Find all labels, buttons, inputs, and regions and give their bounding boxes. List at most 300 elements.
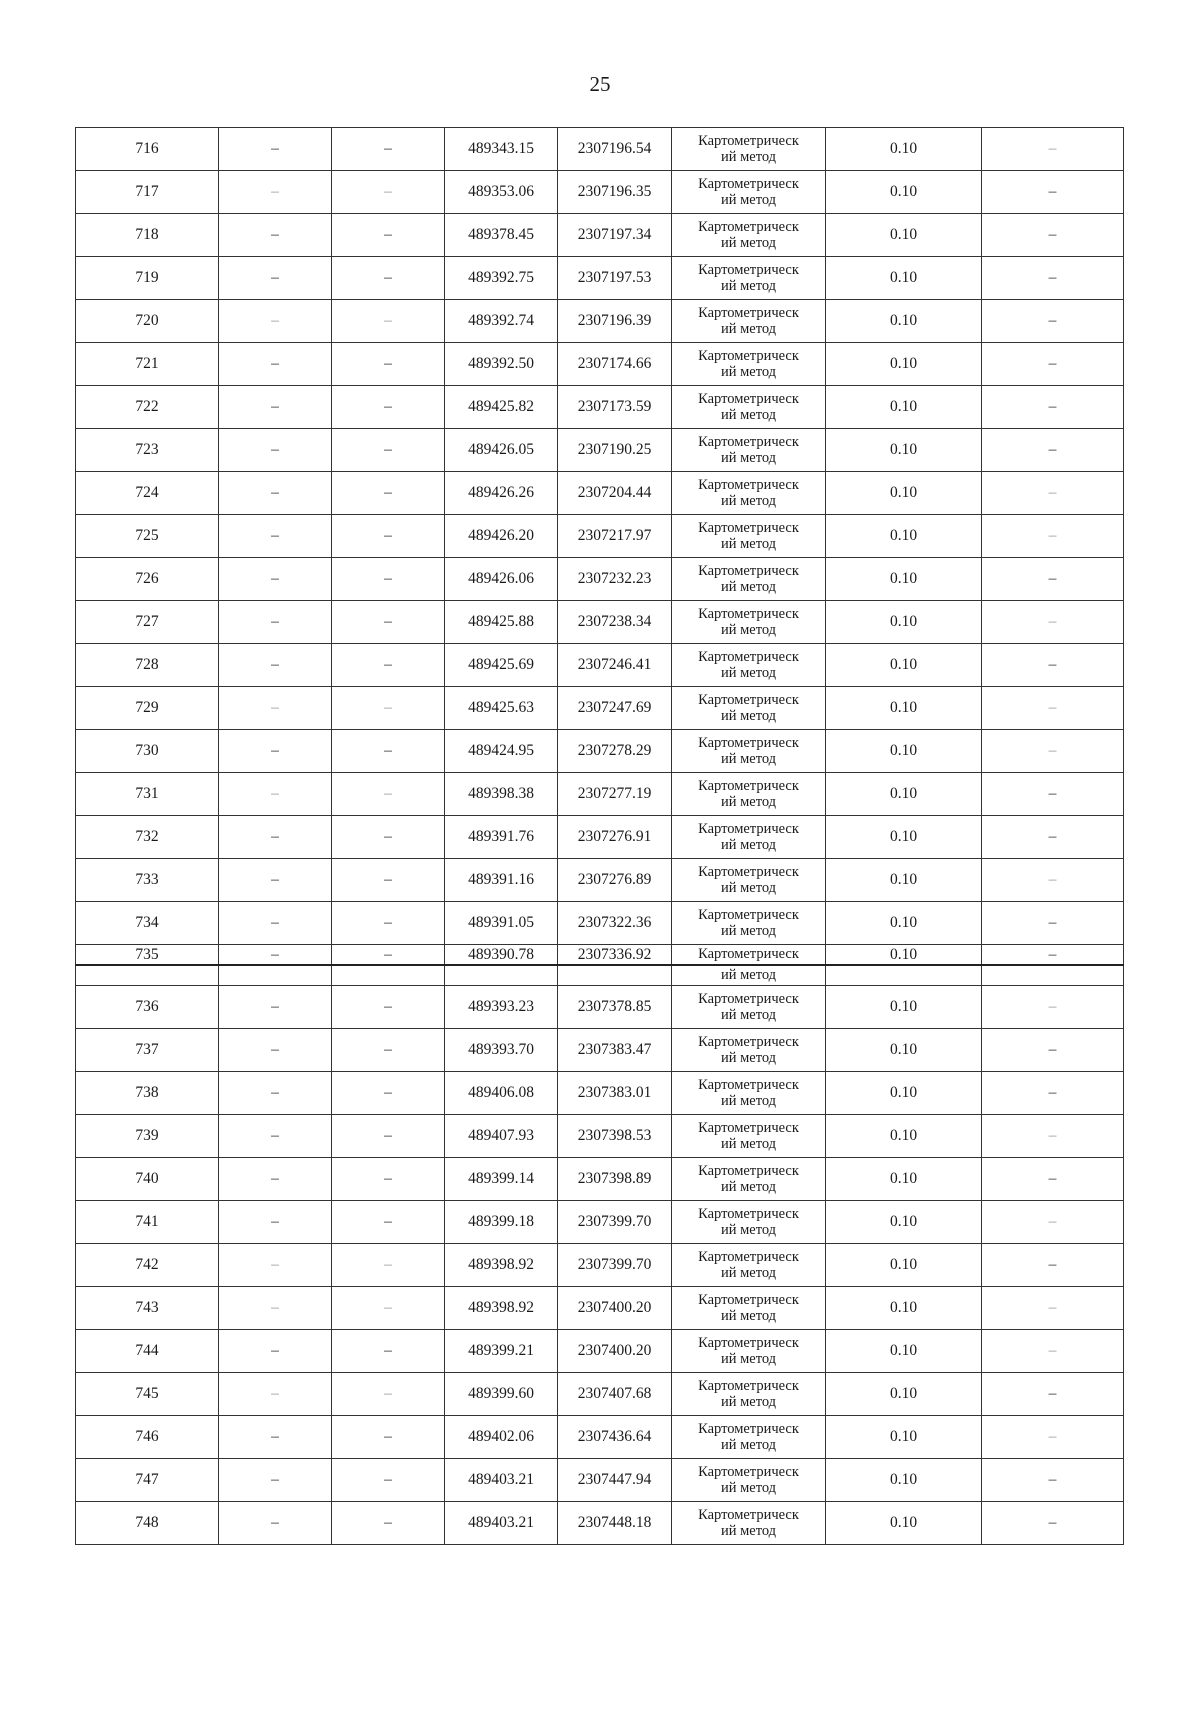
empty-cell bbox=[445, 965, 558, 986]
dash-cell-a: – bbox=[219, 816, 332, 859]
accuracy-cell: 0.10 bbox=[826, 1502, 982, 1545]
table-row bbox=[76, 1201, 1124, 1244]
dash-cell-b: – bbox=[332, 601, 445, 644]
method-line-1: Картометрическ bbox=[698, 1335, 799, 1351]
dash-cell-b: – bbox=[332, 1287, 445, 1330]
dash-cell-b: – bbox=[332, 128, 445, 171]
y-coordinate-cell: 2307196.35 bbox=[558, 171, 672, 214]
x-coordinate-cell: 489403.21 bbox=[445, 1459, 558, 1502]
y-coordinate-cell: 2307246.41 bbox=[558, 644, 672, 687]
dash-cell-b: – bbox=[332, 472, 445, 515]
dash-cell-a: – bbox=[219, 687, 332, 730]
dash-cell-a: – bbox=[219, 1459, 332, 1502]
x-coordinate-cell: 489393.23 bbox=[445, 986, 558, 1029]
method-line-2: ий метод bbox=[720, 1351, 777, 1367]
method-line-2: ий метод bbox=[720, 450, 777, 466]
point-number-cell: 730 bbox=[76, 730, 219, 773]
table-row bbox=[76, 429, 1124, 472]
method-cell bbox=[672, 1330, 826, 1373]
y-coordinate-cell: 2307232.23 bbox=[558, 558, 672, 601]
dash-cell-a: – bbox=[219, 1330, 332, 1373]
method-line-1: Картометрическ bbox=[698, 1206, 799, 1222]
dash-cell-b: – bbox=[332, 171, 445, 214]
y-coordinate-cell: 2307247.69 bbox=[558, 687, 672, 730]
x-coordinate-cell: 489425.88 bbox=[445, 601, 558, 644]
dash-cell-b: – bbox=[332, 1201, 445, 1244]
method-line-1: Картометрическ bbox=[698, 520, 799, 536]
x-coordinate-cell: 489407.93 bbox=[445, 1115, 558, 1158]
table-row bbox=[76, 558, 1124, 601]
method-line-2: ий метод bbox=[720, 407, 777, 423]
dash-cell-b: – bbox=[332, 257, 445, 300]
point-number-cell: 735 bbox=[76, 945, 219, 966]
point-number-cell: 737 bbox=[76, 1029, 219, 1072]
method-cell bbox=[672, 1244, 826, 1287]
y-coordinate-cell: 2307197.53 bbox=[558, 257, 672, 300]
accuracy-cell: 0.10 bbox=[826, 214, 982, 257]
method-line-1: Картометрическ bbox=[698, 606, 799, 622]
x-coordinate-cell: 489378.45 bbox=[445, 214, 558, 257]
accuracy-cell: 0.10 bbox=[826, 773, 982, 816]
empty-cell bbox=[219, 965, 332, 986]
accuracy-cell: 0.10 bbox=[826, 1373, 982, 1416]
table-row bbox=[76, 515, 1124, 558]
accuracy-cell: 0.10 bbox=[826, 300, 982, 343]
dash-cell-last: – bbox=[982, 128, 1124, 171]
x-coordinate-cell: 489399.21 bbox=[445, 1330, 558, 1373]
empty-cell bbox=[982, 965, 1124, 986]
point-number-cell: 742 bbox=[76, 1244, 219, 1287]
coordinates-table-wrapper bbox=[75, 127, 1123, 1545]
accuracy-cell: 0.10 bbox=[826, 343, 982, 386]
table-row bbox=[76, 1502, 1124, 1545]
dash-cell-b: – bbox=[332, 1158, 445, 1201]
dash-cell-b: – bbox=[332, 1029, 445, 1072]
dash-cell-last: – bbox=[982, 945, 1124, 966]
accuracy-cell: 0.10 bbox=[826, 1029, 982, 1072]
dash-cell-last: – bbox=[982, 601, 1124, 644]
y-coordinate-cell: 2307436.64 bbox=[558, 1416, 672, 1459]
table-row bbox=[76, 945, 1124, 966]
method-cell bbox=[672, 429, 826, 472]
dash-cell-a: – bbox=[219, 902, 332, 945]
accuracy-cell: 0.10 bbox=[826, 1072, 982, 1115]
dash-cell-last: – bbox=[982, 1244, 1124, 1287]
dash-cell-a: – bbox=[219, 558, 332, 601]
accuracy-cell: 0.10 bbox=[826, 257, 982, 300]
method-line-1: Картометрическ bbox=[698, 1120, 799, 1136]
dash-cell-a: – bbox=[219, 1502, 332, 1545]
accuracy-cell: 0.10 bbox=[826, 386, 982, 429]
dash-cell-b: – bbox=[332, 859, 445, 902]
y-coordinate-cell: 2307174.66 bbox=[558, 343, 672, 386]
method-line-2: ий метод bbox=[720, 837, 777, 853]
x-coordinate-cell: 489398.38 bbox=[445, 773, 558, 816]
point-number-cell: 748 bbox=[76, 1502, 219, 1545]
table-row bbox=[76, 214, 1124, 257]
point-number-cell: 722 bbox=[76, 386, 219, 429]
point-number-cell: 727 bbox=[76, 601, 219, 644]
y-coordinate-cell: 2307447.94 bbox=[558, 1459, 672, 1502]
x-coordinate-cell: 489425.82 bbox=[445, 386, 558, 429]
point-number-cell: 718 bbox=[76, 214, 219, 257]
method-cell bbox=[672, 1287, 826, 1330]
method-cell bbox=[672, 773, 826, 816]
y-coordinate-cell: 2307399.70 bbox=[558, 1201, 672, 1244]
dash-cell-last: – bbox=[982, 300, 1124, 343]
dash-cell-last: – bbox=[982, 558, 1124, 601]
method-line-1: Картометрическ bbox=[698, 477, 799, 493]
dash-cell-b: – bbox=[332, 687, 445, 730]
method-cell bbox=[672, 472, 826, 515]
y-coordinate-cell: 2307399.70 bbox=[558, 1244, 672, 1287]
table-row bbox=[76, 386, 1124, 429]
method-line-2: ий метод bbox=[720, 1437, 777, 1453]
dash-cell-b: – bbox=[332, 986, 445, 1029]
dash-cell-b: – bbox=[332, 214, 445, 257]
dash-cell-a: – bbox=[219, 472, 332, 515]
accuracy-cell: 0.10 bbox=[826, 687, 982, 730]
dash-cell-a: – bbox=[219, 601, 332, 644]
empty-cell bbox=[826, 965, 982, 986]
y-coordinate-cell: 2307448.18 bbox=[558, 1502, 672, 1545]
accuracy-cell: 0.10 bbox=[826, 1287, 982, 1330]
x-coordinate-cell: 489398.92 bbox=[445, 1287, 558, 1330]
y-coordinate-cell: 2307278.29 bbox=[558, 730, 672, 773]
y-coordinate-cell: 2307190.25 bbox=[558, 429, 672, 472]
dash-cell-last: – bbox=[982, 1115, 1124, 1158]
method-line-1: Картометрическ bbox=[698, 348, 799, 364]
method-line-2: ий метод bbox=[720, 1007, 777, 1023]
y-coordinate-cell: 2307196.54 bbox=[558, 128, 672, 171]
method-cell bbox=[672, 386, 826, 429]
method-cell bbox=[672, 343, 826, 386]
point-number-cell: 743 bbox=[76, 1287, 219, 1330]
dash-cell-a: – bbox=[219, 1072, 332, 1115]
method-cell bbox=[672, 1416, 826, 1459]
method-line-2: ий метод bbox=[720, 364, 777, 380]
point-number-cell: 733 bbox=[76, 859, 219, 902]
point-number-cell: 746 bbox=[76, 1416, 219, 1459]
dash-cell-a: – bbox=[219, 429, 332, 472]
table-row bbox=[76, 859, 1124, 902]
point-number-cell: 721 bbox=[76, 343, 219, 386]
dash-cell-last: – bbox=[982, 214, 1124, 257]
dash-cell-last: – bbox=[982, 1287, 1124, 1330]
point-number-cell: 740 bbox=[76, 1158, 219, 1201]
dash-cell-last: – bbox=[982, 1158, 1124, 1201]
dash-cell-last: – bbox=[982, 1459, 1124, 1502]
dash-cell-last: – bbox=[982, 1502, 1124, 1545]
y-coordinate-cell: 2307400.20 bbox=[558, 1287, 672, 1330]
page-number: 25 bbox=[589, 72, 611, 96]
method-line-1: Картометрическ bbox=[698, 219, 799, 235]
y-coordinate-cell: 2307407.68 bbox=[558, 1373, 672, 1416]
dash-cell-a: – bbox=[219, 945, 332, 966]
accuracy-cell: 0.10 bbox=[826, 1201, 982, 1244]
dash-cell-last: – bbox=[982, 1416, 1124, 1459]
method-cell bbox=[672, 1201, 826, 1244]
dash-cell-a: – bbox=[219, 986, 332, 1029]
x-coordinate-cell: 489398.92 bbox=[445, 1244, 558, 1287]
table-row bbox=[76, 730, 1124, 773]
table-row bbox=[76, 773, 1124, 816]
accuracy-cell: 0.10 bbox=[826, 730, 982, 773]
x-coordinate-cell: 489426.20 bbox=[445, 515, 558, 558]
method-cell bbox=[672, 1029, 826, 1072]
table-row bbox=[76, 644, 1124, 687]
method-cell bbox=[672, 902, 826, 945]
table-row bbox=[76, 1115, 1124, 1158]
method-cell bbox=[672, 257, 826, 300]
point-number-cell: 739 bbox=[76, 1115, 219, 1158]
dash-cell-a: – bbox=[219, 644, 332, 687]
x-coordinate-cell: 489390.78 bbox=[445, 945, 558, 966]
method-line-1: Картометрическ bbox=[698, 1077, 799, 1093]
method-line-1: Картометрическ bbox=[698, 1163, 799, 1179]
point-number-cell: 747 bbox=[76, 1459, 219, 1502]
accuracy-cell: 0.10 bbox=[826, 644, 982, 687]
method-cell bbox=[672, 300, 826, 343]
dash-cell-a: – bbox=[219, 515, 332, 558]
accuracy-cell: 0.10 bbox=[826, 472, 982, 515]
method-line-1: Картометрическ bbox=[698, 946, 799, 962]
dash-cell-b: – bbox=[332, 386, 445, 429]
coordinates-table bbox=[75, 127, 1124, 1545]
table-row bbox=[76, 1373, 1124, 1416]
x-coordinate-cell: 489406.08 bbox=[445, 1072, 558, 1115]
dash-cell-last: – bbox=[982, 773, 1124, 816]
method-line-1: Картометрическ bbox=[698, 692, 799, 708]
y-coordinate-cell: 2307336.92 bbox=[558, 945, 672, 966]
dash-cell-b: – bbox=[332, 1416, 445, 1459]
method-line-2: ий метод bbox=[720, 536, 777, 552]
method-line-1: Картометрическ bbox=[698, 1421, 799, 1437]
method-cell bbox=[672, 601, 826, 644]
point-number-cell: 745 bbox=[76, 1373, 219, 1416]
method-line-2: ий метод bbox=[720, 1265, 777, 1281]
table-row bbox=[76, 257, 1124, 300]
point-number-cell: 736 bbox=[76, 986, 219, 1029]
dash-cell-a: – bbox=[219, 1029, 332, 1072]
point-number-cell: 723 bbox=[76, 429, 219, 472]
dash-cell-last: – bbox=[982, 472, 1124, 515]
x-coordinate-cell: 489424.95 bbox=[445, 730, 558, 773]
y-coordinate-cell: 2307398.53 bbox=[558, 1115, 672, 1158]
dash-cell-a: – bbox=[219, 859, 332, 902]
dash-cell-b: – bbox=[332, 1502, 445, 1545]
accuracy-cell: 0.10 bbox=[826, 558, 982, 601]
method-line-2: ий метод bbox=[720, 149, 777, 165]
dash-cell-last: – bbox=[982, 515, 1124, 558]
point-number-cell: 717 bbox=[76, 171, 219, 214]
y-coordinate-cell: 2307378.85 bbox=[558, 986, 672, 1029]
x-coordinate-cell: 489425.69 bbox=[445, 644, 558, 687]
method-line-2: ий метод bbox=[720, 579, 777, 595]
x-coordinate-cell: 489402.06 bbox=[445, 1416, 558, 1459]
empty-cell bbox=[76, 965, 219, 986]
method-line-1: Картометрическ bbox=[698, 1249, 799, 1265]
x-coordinate-cell: 489392.74 bbox=[445, 300, 558, 343]
dash-cell-last: – bbox=[982, 687, 1124, 730]
dash-cell-last: – bbox=[982, 171, 1124, 214]
table-row bbox=[76, 300, 1124, 343]
x-coordinate-cell: 489393.70 bbox=[445, 1029, 558, 1072]
method-line-1: Картометрическ bbox=[698, 864, 799, 880]
point-number-cell: 728 bbox=[76, 644, 219, 687]
dash-cell-b: – bbox=[332, 1330, 445, 1373]
method-line-2: ий метод bbox=[720, 1523, 777, 1539]
y-coordinate-cell: 2307277.19 bbox=[558, 773, 672, 816]
method-line-1: Картометрическ bbox=[698, 778, 799, 794]
method-line-2: ий метод bbox=[720, 1136, 777, 1152]
point-number-cell: 726 bbox=[76, 558, 219, 601]
dash-cell-a: – bbox=[219, 730, 332, 773]
accuracy-cell: 0.10 bbox=[826, 171, 982, 214]
y-coordinate-cell: 2307196.39 bbox=[558, 300, 672, 343]
method-line-1: Картометрическ bbox=[698, 391, 799, 407]
dash-cell-last: – bbox=[982, 1330, 1124, 1373]
empty-cell bbox=[332, 965, 445, 986]
dash-cell-last: – bbox=[982, 1201, 1124, 1244]
point-number-cell: 744 bbox=[76, 1330, 219, 1373]
method-cell bbox=[672, 986, 826, 1029]
dash-cell-b: – bbox=[332, 1459, 445, 1502]
method-line-1: Картометрическ bbox=[698, 735, 799, 751]
method-line-2: ий метод bbox=[720, 1093, 777, 1109]
method-cell bbox=[672, 1115, 826, 1158]
accuracy-cell: 0.10 bbox=[826, 816, 982, 859]
table-body bbox=[76, 128, 1124, 1545]
method-line-2: ий метод bbox=[720, 1050, 777, 1066]
dash-cell-b: – bbox=[332, 945, 445, 966]
point-number-cell: 724 bbox=[76, 472, 219, 515]
table-row bbox=[76, 601, 1124, 644]
method-cell bbox=[672, 730, 826, 773]
table-row-continuation bbox=[76, 965, 1124, 986]
dash-cell-b: – bbox=[332, 730, 445, 773]
method-cell bbox=[672, 558, 826, 601]
x-coordinate-cell: 489426.05 bbox=[445, 429, 558, 472]
accuracy-cell: 0.10 bbox=[826, 1459, 982, 1502]
x-coordinate-cell: 489426.26 bbox=[445, 472, 558, 515]
method-line-1: Картометрическ bbox=[698, 176, 799, 192]
x-coordinate-cell: 489403.21 bbox=[445, 1502, 558, 1545]
method-line-2: ий метод bbox=[720, 278, 777, 294]
dash-cell-a: – bbox=[219, 1416, 332, 1459]
x-coordinate-cell: 489343.15 bbox=[445, 128, 558, 171]
accuracy-cell: 0.10 bbox=[826, 986, 982, 1029]
dash-cell-a: – bbox=[219, 1287, 332, 1330]
method-cell bbox=[672, 644, 826, 687]
dash-cell-a: – bbox=[219, 1115, 332, 1158]
accuracy-cell: 0.10 bbox=[826, 945, 982, 966]
table-row bbox=[76, 1459, 1124, 1502]
accuracy-cell: 0.10 bbox=[826, 1158, 982, 1201]
dash-cell-b: – bbox=[332, 1244, 445, 1287]
dash-cell-b: – bbox=[332, 429, 445, 472]
dash-cell-a: – bbox=[219, 257, 332, 300]
dash-cell-a: – bbox=[219, 214, 332, 257]
table-row bbox=[76, 472, 1124, 515]
x-coordinate-cell: 489353.06 bbox=[445, 171, 558, 214]
method-line-1: Картометрическ bbox=[698, 133, 799, 149]
point-number-cell: 731 bbox=[76, 773, 219, 816]
dash-cell-b: – bbox=[332, 515, 445, 558]
method-cell bbox=[672, 214, 826, 257]
point-number-cell: 738 bbox=[76, 1072, 219, 1115]
accuracy-cell: 0.10 bbox=[826, 128, 982, 171]
table-row bbox=[76, 1244, 1124, 1287]
method-line-2: ий метод bbox=[720, 665, 777, 681]
method-cell bbox=[672, 515, 826, 558]
dash-cell-last: – bbox=[982, 986, 1124, 1029]
point-number-cell: 732 bbox=[76, 816, 219, 859]
x-coordinate-cell: 489391.76 bbox=[445, 816, 558, 859]
x-coordinate-cell: 489426.06 bbox=[445, 558, 558, 601]
y-coordinate-cell: 2307383.01 bbox=[558, 1072, 672, 1115]
method-line-2: ий метод bbox=[720, 751, 777, 767]
x-coordinate-cell: 489399.14 bbox=[445, 1158, 558, 1201]
dash-cell-last: – bbox=[982, 429, 1124, 472]
accuracy-cell: 0.10 bbox=[826, 1416, 982, 1459]
dash-cell-a: – bbox=[219, 1158, 332, 1201]
y-coordinate-cell: 2307217.97 bbox=[558, 515, 672, 558]
method-line-1: Картометрическ bbox=[698, 1378, 799, 1394]
dash-cell-last: – bbox=[982, 1373, 1124, 1416]
method-cell bbox=[672, 1158, 826, 1201]
method-line-1: Картометрическ bbox=[698, 262, 799, 278]
table-row bbox=[76, 687, 1124, 730]
accuracy-cell: 0.10 bbox=[826, 1115, 982, 1158]
y-coordinate-cell: 2307204.44 bbox=[558, 472, 672, 515]
y-coordinate-cell: 2307400.20 bbox=[558, 1330, 672, 1373]
table-row bbox=[76, 986, 1124, 1029]
accuracy-cell: 0.10 bbox=[826, 859, 982, 902]
method-line-2: ий метод bbox=[720, 192, 777, 208]
point-number-cell: 729 bbox=[76, 687, 219, 730]
dash-cell-b: – bbox=[332, 644, 445, 687]
dash-cell-a: – bbox=[219, 300, 332, 343]
method-line-2: ий метод bbox=[720, 1308, 777, 1324]
method-cell bbox=[672, 687, 826, 730]
dash-cell-last: – bbox=[982, 386, 1124, 429]
table-row bbox=[76, 1416, 1124, 1459]
accuracy-cell: 0.10 bbox=[826, 1244, 982, 1287]
dash-cell-a: – bbox=[219, 343, 332, 386]
y-coordinate-cell: 2307276.91 bbox=[558, 816, 672, 859]
dash-cell-last: – bbox=[982, 1029, 1124, 1072]
method-line-1: Картометрическ bbox=[698, 1034, 799, 1050]
y-coordinate-cell: 2307322.36 bbox=[558, 902, 672, 945]
method-line-1: Картометрическ bbox=[698, 1292, 799, 1308]
method-line-1: Картометрическ bbox=[698, 305, 799, 321]
point-number-cell: 716 bbox=[76, 128, 219, 171]
table-row bbox=[76, 1330, 1124, 1373]
method-line-2: ий метод bbox=[720, 622, 777, 638]
x-coordinate-cell: 489399.60 bbox=[445, 1373, 558, 1416]
accuracy-cell: 0.10 bbox=[826, 429, 982, 472]
dash-cell-b: – bbox=[332, 902, 445, 945]
method-line-2: ий метод bbox=[720, 235, 777, 251]
method-line-2: ий метод bbox=[720, 493, 777, 509]
method-line-2: ий метод bbox=[720, 1179, 777, 1195]
method-line-2: ий метод bbox=[720, 1222, 777, 1238]
dash-cell-last: – bbox=[982, 1072, 1124, 1115]
method-cell bbox=[672, 1459, 826, 1502]
dash-cell-b: – bbox=[332, 1373, 445, 1416]
method-line-2: ий метод bbox=[720, 708, 777, 724]
